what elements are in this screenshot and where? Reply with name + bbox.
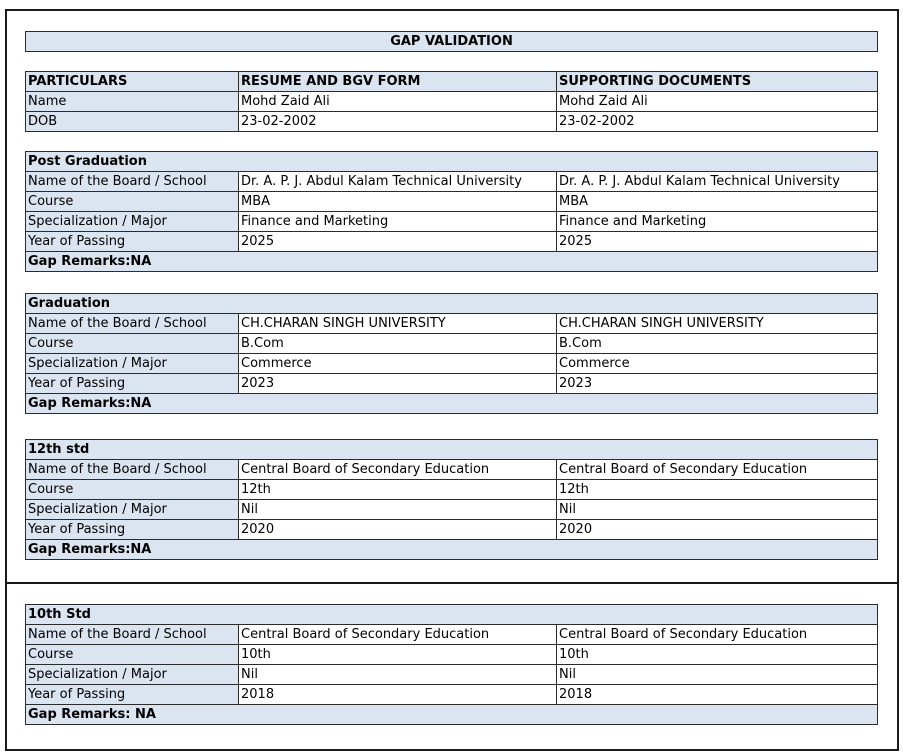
row-label: Name of the Board / School xyxy=(26,314,239,334)
header-particulars: PARTICULARS xyxy=(26,72,239,92)
section-12th-std xyxy=(25,439,878,560)
header-row xyxy=(26,72,878,92)
header-resume: RESUME AND BGV FORM xyxy=(239,72,557,92)
table-row xyxy=(26,520,878,540)
docs-value: 23-02-2002 xyxy=(557,112,878,132)
row-label: Name of the Board / School xyxy=(26,625,239,645)
docs-value: CH.CHARAN SINGH UNIVERSITY xyxy=(557,314,878,334)
row-label: Course xyxy=(26,645,239,665)
section-graduation xyxy=(25,293,878,414)
docs-value: Central Board of Secondary Education xyxy=(557,460,878,480)
resume-value: 23-02-2002 xyxy=(239,112,557,132)
row-label: Course xyxy=(26,192,239,212)
row-label: Specialization / Major xyxy=(26,665,239,685)
table-row xyxy=(26,92,878,112)
table-row xyxy=(26,645,878,665)
resume-value: Finance and Marketing xyxy=(239,212,557,232)
table-row xyxy=(26,192,878,212)
table-row xyxy=(26,172,878,192)
resume-value: Central Board of Secondary Education xyxy=(239,625,557,645)
docs-value: 2023 xyxy=(557,374,878,394)
table-row xyxy=(26,334,878,354)
resume-value: Nil xyxy=(239,665,557,685)
gap-remarks: Gap Remarks:NA xyxy=(26,252,878,272)
resume-value: 12th xyxy=(239,480,557,500)
docs-value: Dr. A. P. J. Abdul Kalam Technical University xyxy=(557,172,878,192)
resume-value: 10th xyxy=(239,645,557,665)
docs-value: 2018 xyxy=(557,685,878,705)
docs-value: Nil xyxy=(557,665,878,685)
section-post-graduation xyxy=(25,151,878,272)
docs-value: 2020 xyxy=(557,520,878,540)
section-heading: 12th std xyxy=(26,440,878,460)
table-row xyxy=(26,625,878,645)
header-documents: SUPPORTING DOCUMENTS xyxy=(557,72,878,92)
table-row xyxy=(26,374,878,394)
row-label: Course xyxy=(26,334,239,354)
docs-value: Commerce xyxy=(557,354,878,374)
row-label: Specialization / Major xyxy=(26,354,239,374)
resume-value: Commerce xyxy=(239,354,557,374)
resume-value: Central Board of Secondary Education xyxy=(239,460,557,480)
row-label: Year of Passing xyxy=(26,685,239,705)
resume-value: Nil xyxy=(239,500,557,520)
table-row xyxy=(26,354,878,374)
row-label: Specialization / Major xyxy=(26,500,239,520)
section-heading: Graduation xyxy=(26,294,878,314)
docs-value: 10th xyxy=(557,645,878,665)
section-heading: Post Graduation xyxy=(26,152,878,172)
row-label: Course xyxy=(26,480,239,500)
title-table xyxy=(25,31,878,52)
table-row xyxy=(26,460,878,480)
table-row xyxy=(26,232,878,252)
docs-value: MBA xyxy=(557,192,878,212)
docs-value: Nil xyxy=(557,500,878,520)
docs-value: 12th xyxy=(557,480,878,500)
table-row xyxy=(26,685,878,705)
row-label: Year of Passing xyxy=(26,520,239,540)
table-row xyxy=(26,112,878,132)
resume-value: CH.CHARAN SINGH UNIVERSITY xyxy=(239,314,557,334)
table-row xyxy=(26,665,878,685)
resume-value: MBA xyxy=(239,192,557,212)
row-label: DOB xyxy=(26,112,239,132)
section-heading: 10th Std xyxy=(26,605,878,625)
resume-value: Mohd Zaid Ali xyxy=(239,92,557,112)
row-label: Name of the Board / School xyxy=(26,172,239,192)
table-row xyxy=(26,500,878,520)
row-label: Year of Passing xyxy=(26,374,239,394)
row-label: Name of the Board / School xyxy=(26,460,239,480)
row-label: Specialization / Major xyxy=(26,212,239,232)
particulars-table xyxy=(25,71,878,132)
docs-value: 2025 xyxy=(557,232,878,252)
docs-value: Central Board of Secondary Education xyxy=(557,625,878,645)
table-row xyxy=(26,212,878,232)
resume-value: 2023 xyxy=(239,374,557,394)
docs-value: Mohd Zaid Ali xyxy=(557,92,878,112)
resume-value: 2020 xyxy=(239,520,557,540)
resume-value: 2025 xyxy=(239,232,557,252)
resume-value: Dr. A. P. J. Abdul Kalam Technical University xyxy=(239,172,557,192)
table-row xyxy=(26,480,878,500)
docs-value: B.Com xyxy=(557,334,878,354)
gap-remarks: Gap Remarks: NA xyxy=(26,705,878,725)
gap-remarks: Gap Remarks:NA xyxy=(26,540,878,560)
resume-value: B.Com xyxy=(239,334,557,354)
section-10th-std xyxy=(25,604,878,725)
resume-value: 2018 xyxy=(239,685,557,705)
docs-value: Finance and Marketing xyxy=(557,212,878,232)
row-label: Year of Passing xyxy=(26,232,239,252)
row-label: Name xyxy=(26,92,239,112)
gap-remarks: Gap Remarks:NA xyxy=(26,394,878,414)
table-row xyxy=(26,314,878,334)
page-title: GAP VALIDATION xyxy=(26,32,878,52)
page-break-line xyxy=(5,582,899,584)
